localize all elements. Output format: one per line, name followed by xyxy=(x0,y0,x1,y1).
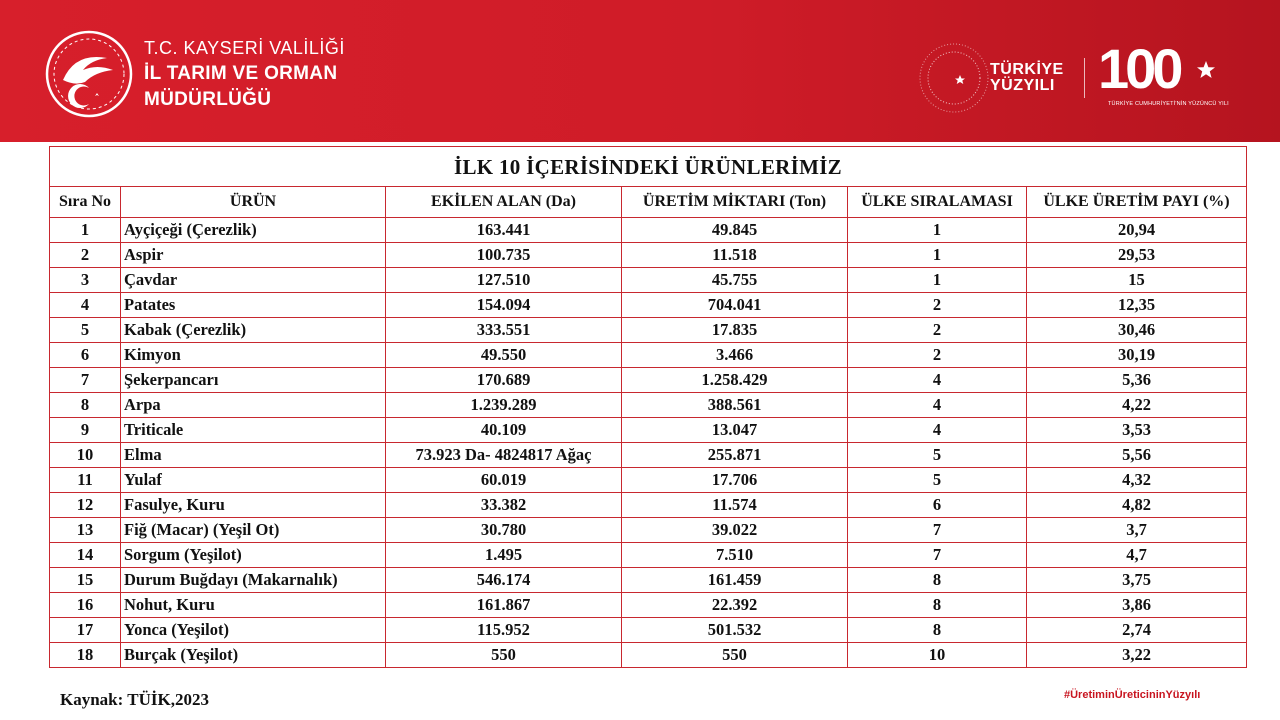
table-cell: 10 xyxy=(50,443,121,468)
table-cell: Aspir xyxy=(121,243,386,268)
header-banner xyxy=(0,0,1280,142)
table-row xyxy=(50,568,1247,593)
table-cell: 73.923 Da- 4824817 Ağaç xyxy=(386,443,622,468)
table-cell: 333.551 xyxy=(386,318,622,343)
table-cell: 17 xyxy=(50,618,121,643)
table-cell: 3 xyxy=(50,268,121,293)
table-cell: 161.459 xyxy=(622,568,848,593)
table-cell: 3,22 xyxy=(1027,643,1247,668)
table-cell: 550 xyxy=(622,643,848,668)
table-row xyxy=(50,618,1247,643)
table-cell: 39.022 xyxy=(622,518,848,543)
table-cell: 4 xyxy=(848,418,1027,443)
table-cell: 7 xyxy=(848,518,1027,543)
table-cell: 1 xyxy=(848,268,1027,293)
table-cell: 18 xyxy=(50,643,121,668)
hashtag: #ÜretiminÜreticininYüzyılı xyxy=(1064,689,1201,701)
table-cell: 7 xyxy=(50,368,121,393)
table-cell: 4,7 xyxy=(1027,543,1247,568)
table-title: İLK 10 İÇERİSİNDEKİ ÜRÜNLERİMİZ xyxy=(50,147,1247,187)
table-row xyxy=(50,443,1247,468)
table-cell: 100.735 xyxy=(386,243,622,268)
table-cell: 16 xyxy=(50,593,121,618)
table-cell: 5,56 xyxy=(1027,443,1247,468)
table-cell: Durum Buğdayı (Makarnalık) xyxy=(121,568,386,593)
table-row xyxy=(50,318,1247,343)
table-cell: 11 xyxy=(50,468,121,493)
table-cell: 3,53 xyxy=(1027,418,1247,443)
table-cell: 15 xyxy=(1027,268,1247,293)
table-row xyxy=(50,243,1247,268)
table-cell: 12 xyxy=(50,493,121,518)
logo-divider xyxy=(1084,58,1085,98)
table-cell: 115.952 xyxy=(386,618,622,643)
table-row xyxy=(50,393,1247,418)
table-cell: 5,36 xyxy=(1027,368,1247,393)
table-cell: 154.094 xyxy=(386,293,622,318)
crescent-star-logo-icon xyxy=(918,42,990,114)
table-row xyxy=(50,268,1247,293)
table-cell: 127.510 xyxy=(386,268,622,293)
table-cell: 13 xyxy=(50,518,121,543)
table-cell: 40.109 xyxy=(386,418,622,443)
table-row xyxy=(50,293,1247,318)
table-cell: Şekerpancarı xyxy=(121,368,386,393)
table-cell: 8 xyxy=(848,593,1027,618)
table-cell: 1 xyxy=(848,243,1027,268)
table-cell: 2 xyxy=(848,293,1027,318)
table-cell: 7 xyxy=(848,543,1027,568)
table-row xyxy=(50,418,1247,443)
table-cell: 6 xyxy=(50,343,121,368)
table-cell: 17.706 xyxy=(622,468,848,493)
table-row xyxy=(50,368,1247,393)
table-cell: Çavdar xyxy=(121,268,386,293)
table-cell: 45.755 xyxy=(622,268,848,293)
table-cell: 4,32 xyxy=(1027,468,1247,493)
table-cell: 14 xyxy=(50,543,121,568)
table-cell: 1 xyxy=(848,218,1027,243)
table-cell: 33.382 xyxy=(386,493,622,518)
table-cell: 30.780 xyxy=(386,518,622,543)
table-cell: 501.532 xyxy=(622,618,848,643)
table-cell: 4,22 xyxy=(1027,393,1247,418)
table-row xyxy=(50,593,1247,618)
table-cell: 550 xyxy=(386,643,622,668)
table-row xyxy=(50,493,1247,518)
table-cell: 4 xyxy=(848,368,1027,393)
table-cell: 5 xyxy=(50,318,121,343)
table-cell: 49.550 xyxy=(386,343,622,368)
logo-line-2: YÜZYILI xyxy=(990,77,1055,94)
table-cell: 255.871 xyxy=(622,443,848,468)
table-cell: 30,19 xyxy=(1027,343,1247,368)
table-cell: 12,35 xyxy=(1027,293,1247,318)
table-cell: 8 xyxy=(848,568,1027,593)
table-cell: 11.518 xyxy=(622,243,848,268)
centenary-caption: TÜRKİYE CUMHURİYETİ'NİN YÜZÜNCÜ YILI xyxy=(1108,101,1229,107)
table-cell: 2 xyxy=(848,318,1027,343)
table-cell: 704.041 xyxy=(622,293,848,318)
column-header: Sıra No xyxy=(50,187,121,218)
turkiye-yuzyili-text xyxy=(990,62,1064,94)
table-cell: 20,94 xyxy=(1027,218,1247,243)
table-cell: Triticale xyxy=(121,418,386,443)
table-cell: 5 xyxy=(848,468,1027,493)
table-row xyxy=(50,218,1247,243)
table-cell: Yonca (Yeşilot) xyxy=(121,618,386,643)
table-cell: Patates xyxy=(121,293,386,318)
table-cell: Yulaf xyxy=(121,468,386,493)
table-cell: 3.466 xyxy=(622,343,848,368)
table-cell: 60.019 xyxy=(386,468,622,493)
table-cell: 29,53 xyxy=(1027,243,1247,268)
table-cell: 4,82 xyxy=(1027,493,1247,518)
table-cell: 3,7 xyxy=(1027,518,1247,543)
table-cell: 3,86 xyxy=(1027,593,1247,618)
table-cell: Ayçiçeği (Çerezlik) xyxy=(121,218,386,243)
table-cell: 15 xyxy=(50,568,121,593)
table-cell: 1.239.289 xyxy=(386,393,622,418)
products-table xyxy=(49,146,1247,668)
table-cell: 2,74 xyxy=(1027,618,1247,643)
products-table-container xyxy=(49,146,1246,668)
column-header: EKİLEN ALAN (Da) xyxy=(386,187,622,218)
table-row xyxy=(50,468,1247,493)
table-cell: 163.441 xyxy=(386,218,622,243)
centenary-number: 100 xyxy=(1098,37,1180,100)
table-row xyxy=(50,343,1247,368)
organization-name xyxy=(144,36,345,113)
table-cell: Kabak (Çerezlik) xyxy=(121,318,386,343)
table-cell: 8 xyxy=(848,618,1027,643)
table-cell: Elma xyxy=(121,443,386,468)
table-cell: 7.510 xyxy=(622,543,848,568)
table-cell: Arpa xyxy=(121,393,386,418)
table-cell: 11.574 xyxy=(622,493,848,518)
table-cell: Fasulye, Kuru xyxy=(121,493,386,518)
table-cell: 30,46 xyxy=(1027,318,1247,343)
table-cell: 5 xyxy=(848,443,1027,468)
table-body xyxy=(50,218,1247,668)
table-row xyxy=(50,518,1247,543)
table-row xyxy=(50,543,1247,568)
table-cell: 3,75 xyxy=(1027,568,1247,593)
org-line-3: MÜDÜRLÜĞÜ xyxy=(144,89,272,110)
table-cell: 170.689 xyxy=(386,368,622,393)
column-header: ÜLKE SIRALAMASI xyxy=(848,187,1027,218)
table-row xyxy=(50,643,1247,668)
table-cell: Kimyon xyxy=(121,343,386,368)
table-cell: 161.867 xyxy=(386,593,622,618)
table-cell: 2 xyxy=(50,243,121,268)
table-cell: 4 xyxy=(848,393,1027,418)
table-cell: 388.561 xyxy=(622,393,848,418)
table-cell: Burçak (Yeşilot) xyxy=(121,643,386,668)
source-note: Kaynak: TÜİK,2023 xyxy=(60,690,209,709)
table-cell: 4 xyxy=(50,293,121,318)
table-cell: 8 xyxy=(50,393,121,418)
org-line-1: T.C. KAYSERİ VALİLİĞİ xyxy=(144,38,345,58)
table-cell: 6 xyxy=(848,493,1027,518)
table-header-row xyxy=(50,187,1247,218)
table-cell: 1.495 xyxy=(386,543,622,568)
star-icon xyxy=(1196,60,1216,80)
table-cell: Sorgum (Yeşilot) xyxy=(121,543,386,568)
table-cell: 9 xyxy=(50,418,121,443)
table-cell: 17.835 xyxy=(622,318,848,343)
ministry-emblem-icon xyxy=(45,30,133,118)
column-header: ÜRÜN xyxy=(121,187,386,218)
org-line-2: İL TARIM VE ORMAN xyxy=(144,63,338,84)
table-cell: 49.845 xyxy=(622,218,848,243)
column-header: ÜRETİM MİKTARI (Ton) xyxy=(622,187,848,218)
table-cell: 22.392 xyxy=(622,593,848,618)
table-cell: 546.174 xyxy=(386,568,622,593)
table-cell: 1 xyxy=(50,218,121,243)
table-cell: 10 xyxy=(848,643,1027,668)
table-cell: 13.047 xyxy=(622,418,848,443)
logo-line-1: TÜRKİYE xyxy=(990,61,1064,78)
table-cell: Nohut, Kuru xyxy=(121,593,386,618)
table-cell: 2 xyxy=(848,343,1027,368)
table-cell: Fiğ (Macar) (Yeşil Ot) xyxy=(121,518,386,543)
column-header: ÜLKE ÜRETİM PAYI (%) xyxy=(1027,187,1247,218)
table-cell: 1.258.429 xyxy=(622,368,848,393)
